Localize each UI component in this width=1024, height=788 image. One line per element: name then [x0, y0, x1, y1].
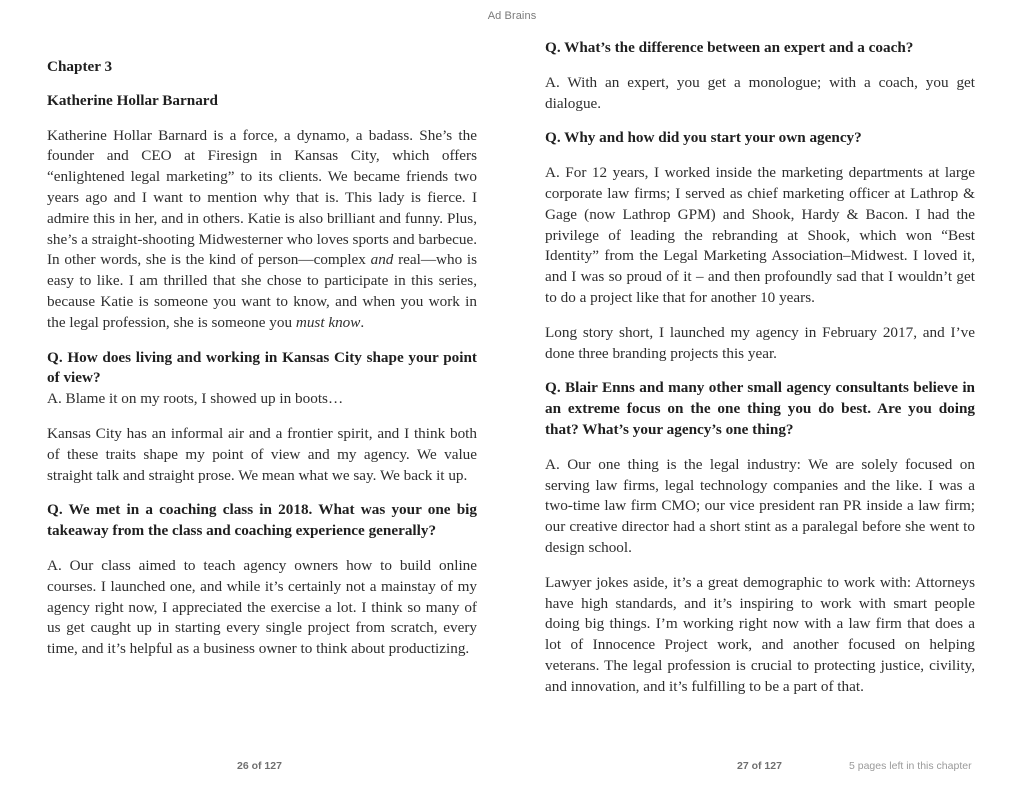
left-page[interactable] [47, 57, 477, 674]
intro-text-1: Katherine Hollar Barnard is a force, a dynamo, a badass. She’s the founder and CEO at Firesign in Kansas City, which offers “enlightened legal marketing” to its clients. We became friends two years ago and I want to mention why that is. This lady is fierce. I admire this in her, and in others. Katie is also brilliant and funny. Plus, she’s a straight-shooting Midwesterner who loves sports and barbecue. In other words, she is the kind of person—complex [47, 126, 477, 269]
pages-left-in-chapter: 5 pages left in this chapter [849, 760, 972, 772]
question-one-thing: Q. Blair Enns and many other small agency consultants believe in an extreme focus on the one thing you do best. Are you doing that? What’s your agency’s one thing? [545, 379, 975, 438]
intro-italic-2: must know [295, 313, 361, 331]
answer-expert-vs-coach: A. With an expert, you get a monologue; with a coach, you get dialogue. [545, 73, 975, 112]
chapter-label: Chapter 3 [47, 58, 113, 75]
intro-text-2: real—who is easy to like. I am thrilled that she chose to participate in this series, because Katie is someone you want to know, and when you work in the legal profession, she is someone you [47, 251, 477, 331]
intro-paragraph [47, 126, 477, 334]
chapter-heading: Katherine Hollar Barnard [47, 91, 218, 109]
intro-text-3: . [360, 313, 365, 331]
answer-one-thing-continued: Lawyer jokes aside, it’s a great demographic to work with: Attorneys have high standards, and it’s inspiring to work with smart people doing big things. I’m working right now with a law firm that does a lot of Innocence Project work, and another focused on helping veterans. The legal profession is crucial to protecting justice, civility, and innovation, and it’s fulfilling to be a part of that. [545, 573, 975, 695]
answer-start-agency: A. For 12 years, I worked inside the marketing departments at large corporate law firms; I served as chief marketing officer at Lathrop & Gage (now Lathrop GPM) and Shook, Hardy & Bacon. I had the privilege of leading the rebranding at Shook, which won “Best Identity” from the Legal Marketing Association–Midwest. I loved it, and I was so proud of it – and then profoundly sad that I wouldn’t get to do a project like that for another 10 years. [545, 164, 975, 306]
right-page-number: 27 of 127 [737, 760, 782, 772]
question-expert-vs-coach: Q. What’s the difference between an expert and a coach? [545, 39, 914, 56]
answer-kansas-city-line: A. Blame it on my roots, I showed up in boots… [47, 390, 344, 408]
answer-kansas-city-paragraph: Kansas City has an informal air and a frontier spirit, and I think both of these traits shape my point of view and my agency. We value straight talk and straight prose. We mean what we say. We back it up. [47, 424, 477, 484]
question-start-agency: Q. Why and how did you start your own agency? [545, 129, 862, 147]
answer-one-thing: A. Our one thing is the legal industry: We are solely focused on serving law firms, legal technology companies and the like. I was a two-time law firm CMO; our vice president ran PR inside a law firm; our creative director had a short stint as a paralegal before she went to design school. [545, 455, 975, 556]
right-page[interactable] [545, 38, 975, 712]
answer-coaching-class: A. Our class aimed to teach agency owners how to build online courses. I launched one, and while it’s certainly not a mainstay of my agency right now, I appreciated the exercise a lot. I think so many of us get caught up in starting every single project from scratch, every time, and it’s helpful as a business owner to think about productizing. [47, 556, 477, 658]
answer-start-agency-continued: Long story short, I launched my agency in February 2017, and I’ve done three branding projects this year. [545, 323, 975, 362]
intro-italic-1: and [370, 251, 394, 269]
question-kansas-city: Q. How does living and working in Kansas City shape your point of view? [47, 348, 477, 387]
left-page-number: 26 of 127 [237, 760, 282, 772]
question-coaching-class: Q. We met in a coaching class in 2018. What was your one big takeaway from the class and coaching experience generally? [47, 501, 477, 540]
book-title: Ad Brains [487, 10, 537, 22]
